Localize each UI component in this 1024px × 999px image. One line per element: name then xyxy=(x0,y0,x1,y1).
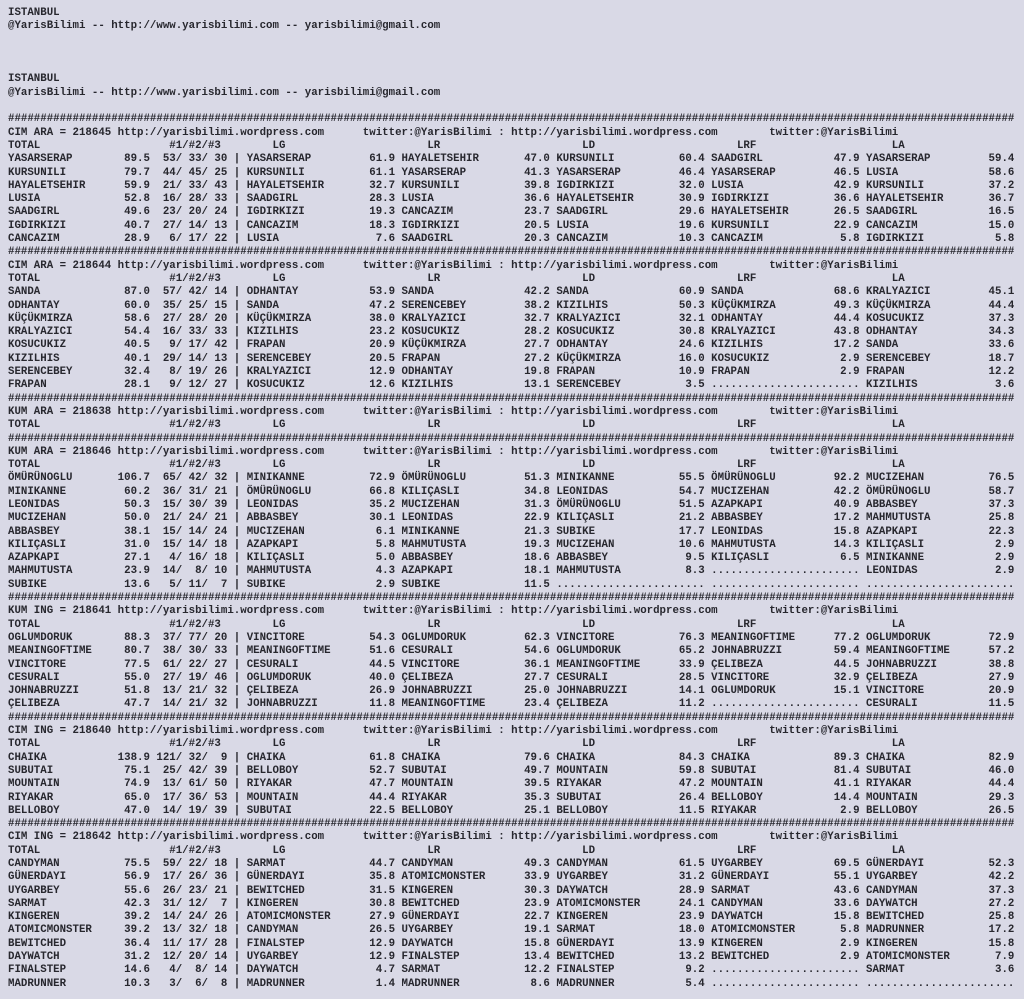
data-row: FINALSTEP 14.6 4/ 8/ 14 | DAYWATCH 4.7 SARMAT 12.2 FINALSTEP 9.2 ....................... SARMAT 3.6 xyxy=(8,964,1015,977)
section-separator: ############################################################################################################################################################ xyxy=(8,592,1015,605)
data-row: ÖMÜRÜNOGLU 106.7 65/ 42/ 32 | MINIKANNE 72.9 ÖMÜRÜNOGLU 51.3 MINIKANNE 55.5 ÖMÜRÜNOGLU 92.2 MUCIZEHAN 76.5 xyxy=(8,472,1015,485)
data-row: SAADGIRL 49.6 23/ 20/ 24 | IGDIRKIZI 19.3 CANCAZIM 23.7 SAADGIRL 29.6 HAYALETSEHIR 26.5 SAADGIRL 16.5 xyxy=(8,206,1015,219)
data-row: SUBIKE 13.6 5/ 11/ 7 | SUBIKE 2.9 SUBIKE 11.5 ....................... ....................... ....................... xyxy=(8,578,1015,591)
blank-line xyxy=(8,34,1024,47)
data-row: MAHMUTUSTA 23.9 14/ 8/ 10 | MAHMUTUSTA 4.3 AZAPKAPI 18.1 MAHMUTUSTA 8.3 ....................... LEONIDAS 2.9 xyxy=(8,565,1015,578)
race-section-header-218644: CIM ARA = 218644 http://yarisbilimi.wordpress.com twitter:@YarisBilimi : http://yarisbilimi.wordpress.com twitter:@YarisBilimi xyxy=(8,259,899,272)
data-row: SARMAT 42.3 31/ 12/ 7 | KINGEREN 30.8 BEWITCHED 23.9 ATOMICMONSTER 24.1 CANDYMAN 33.6 DAYWATCH 27.2 xyxy=(8,897,1015,910)
column-header-row: TOTAL #1/#2/#3 LG LR LD LRF LA xyxy=(8,459,905,472)
data-row: ATOMICMONSTER 39.2 13/ 32/ 18 | CANDYMAN 26.5 UYGARBEY 19.1 SARMAT 18.0 ATOMICMONSTER 5.8 MADRUNNER 17.2 xyxy=(8,924,1015,937)
data-row: ÇELIBEZA 47.7 14/ 21/ 32 | JOHNABRUZZI 11.8 MEANINGOFTIME 23.4 ÇELIBEZA 11.2 ....................... CESURALI 11.5 xyxy=(8,698,1015,711)
data-row: CESURALI 55.0 27/ 19/ 46 | OGLUMDORUK 40.0 ÇELIBEZA 27.7 CESURALI 28.5 VINCITORE 32.9 ÇELIBEZA 27.9 xyxy=(8,671,1015,684)
data-row: KOSUCUKIZ 40.5 9/ 17/ 42 | FRAPAN 20.9 KÜÇÜKMIRZA 27.7 ODHANTAY 24.6 KIZILHIS 17.2 SANDA 33.6 xyxy=(8,339,1015,352)
data-row: BEWITCHED 36.4 11/ 17/ 28 | FINALSTEP 12.9 DAYWATCH 15.8 GÜNERDAYI 13.9 KINGEREN 2.9 KINGEREN 15.8 xyxy=(8,937,1015,950)
column-header-row: TOTAL #1/#2/#3 LG LR LD LRF LA xyxy=(8,139,905,152)
blank-line xyxy=(8,100,1024,113)
section-separator: ############################################################################################################################################################ xyxy=(8,711,1015,724)
preamble-contact: @YarisBilimi -- http://www.yarisbilimi.com -- yarisbilimi@gmail.com xyxy=(8,86,441,99)
data-row: UYGARBEY 55.6 26/ 23/ 21 | BEWITCHED 31.5 KINGEREN 30.3 DAYWATCH 28.9 SARMAT 43.6 CANDYMAN 37.3 xyxy=(8,884,1015,897)
data-row: MOUNTAIN 74.9 13/ 61/ 50 | RIYAKAR 47.7 MOUNTAIN 39.5 RIYAKAR 47.2 MOUNTAIN 41.1 RIYAKAR 44.4 xyxy=(8,778,1015,791)
data-row: BELLOBOY 47.0 14/ 19/ 39 | SUBUTAI 22.5 BELLOBOY 25.1 BELLOBOY 11.5 RIYAKAR 2.9 BELLOBOY 26.5 xyxy=(8,804,1015,817)
race-section-header-218646: KUM ARA = 218646 http://yarisbilimi.wordpress.com twitter:@YarisBilimi : http://yarisbilimi.wordpress.com twitter:@YarisBilimi xyxy=(8,445,899,458)
column-header-row: TOTAL #1/#2/#3 LG LR LD LRF LA xyxy=(8,419,905,432)
race-section-header-218645: CIM ARA = 218645 http://yarisbilimi.wordpress.com twitter:@YarisBilimi : http://yarisbilimi.wordpress.com twitter:@YarisBilimi xyxy=(8,126,899,139)
race-section-header-218638: KUM ARA = 218638 http://yarisbilimi.wordpress.com twitter:@YarisBilimi : http://yarisbilimi.wordpress.com twitter:@YarisBilimi xyxy=(8,405,899,418)
data-row: IGDIRKIZI 40.7 27/ 14/ 13 | CANCAZIM 18.3 IGDIRKIZI 20.5 LUSIA 19.6 KURSUNILI 22.9 CANCAZIM 15.0 xyxy=(8,219,1015,232)
data-row: AZAPKAPI 27.1 4/ 16/ 18 | KILIÇASLI 5.0 ABBASBEY 18.6 ABBASBEY 9.5 KILIÇASLI 6.5 MINIKANNE 2.9 xyxy=(8,552,1015,565)
section-separator: ############################################################################################################################################################ xyxy=(8,392,1015,405)
column-header-row: TOTAL #1/#2/#3 LG LR LD LRF LA xyxy=(8,738,905,751)
race-section-header-218641: KUM ING = 218641 http://yarisbilimi.wordpress.com twitter:@YarisBilimi : http://yarisbilimi.wordpress.com twitter:@YarisBilimi xyxy=(8,605,899,618)
data-row: SUBUTAI 75.1 25/ 42/ 39 | BELLOBOY 52.7 SUBUTAI 49.7 MOUNTAIN 59.8 SUBUTAI 81.4 SUBUTAI 46.0 xyxy=(8,764,1015,777)
column-header-row: TOTAL #1/#2/#3 LG LR LD LRF LA xyxy=(8,844,905,857)
data-row: OGLUMDORUK 88.3 37/ 77/ 20 | VINCITORE 54.3 OGLUMDORUK 62.3 VINCITORE 76.3 MEANINGOFTIME 77.2 OGLUMDORUK 72.9 xyxy=(8,631,1015,644)
column-header-row: TOTAL #1/#2/#3 LG LR LD LRF LA xyxy=(8,272,905,285)
data-row: KINGEREN 39.2 14/ 24/ 26 | ATOMICMONSTER 27.9 GÜNERDAYI 22.7 KINGEREN 23.9 DAYWATCH 15.8 BEWITCHED 25.8 xyxy=(8,911,1015,924)
preamble-contact: @YarisBilimi -- http://www.yarisbilimi.com -- yarisbilimi@gmail.com xyxy=(8,20,441,33)
preamble-title: ISTANBUL xyxy=(8,73,60,86)
data-row: MADRUNNER 10.3 3/ 6/ 8 | MADRUNNER 1.4 MADRUNNER 8.6 MADRUNNER 5.4 ....................... ....................... xyxy=(8,977,1015,990)
section-separator: ############################################################################################################################################################ xyxy=(8,113,1015,126)
data-row: KÜÇÜKMIRZA 58.6 27/ 28/ 20 | KÜÇÜKMIRZA 38.0 KRALYAZICI 32.7 KRALYAZICI 32.1 ODHANTAY 44.4 KOSUCUKIZ 37.3 xyxy=(8,312,1015,325)
data-row: LEONIDAS 50.3 15/ 30/ 39 | LEONIDAS 35.2 MUCIZEHAN 31.3 ÖMÜRÜNOGLU 51.5 AZAPKAPI 40.9 ABBASBEY 37.3 xyxy=(8,498,1015,511)
data-row: ABBASBEY 38.1 15/ 14/ 24 | MUCIZEHAN 6.1 MINIKANNE 21.3 SUBIKE 17.7 LEONIDAS 15.8 AZAPKAPI 22.3 xyxy=(8,525,1015,538)
data-row: CANCAZIM 28.9 6/ 17/ 22 | LUSIA 7.6 SAADGIRL 20.3 CANCAZIM 10.3 CANCAZIM 5.8 IGDIRKIZI 5.8 xyxy=(8,233,1015,246)
section-separator: ############################################################################################################################################################ xyxy=(8,432,1015,445)
data-row: YASARSERAP 89.5 53/ 33/ 30 | YASARSERAP 61.9 HAYALETSEHIR 47.0 KURSUNILI 60.4 SAADGIRL 47.9 YASARSERAP 59.4 xyxy=(8,153,1015,166)
data-row: VINCITORE 77.5 61/ 22/ 27 | CESURALI 44.5 VINCITORE 36.1 MEANINGOFTIME 33.9 ÇELIBEZA 44.5 JOHNABRUZZI 38.8 xyxy=(8,658,1015,671)
data-row: LUSIA 52.8 16/ 28/ 33 | SAADGIRL 28.3 LUSIA 36.6 HAYALETSEHIR 30.9 IGDIRKIZI 36.6 HAYALETSEHIR 36.7 xyxy=(8,193,1015,206)
blank-line xyxy=(8,47,1024,60)
data-row: SERENCEBEY 32.4 8/ 19/ 26 | KRALYAZICI 12.9 ODHANTAY 19.8 FRAPAN 10.9 FRAPAN 2.9 FRAPAN 12.2 xyxy=(8,366,1015,379)
column-header-row: TOTAL #1/#2/#3 LG LR LD LRF LA xyxy=(8,618,905,631)
data-row: JOHNABRUZZI 51.8 13/ 21/ 32 | ÇELIBEZA 26.9 JOHNABRUZZI 25.0 JOHNABRUZZI 14.1 OGLUMDORUK 15.1 VINCITORE 20.9 xyxy=(8,685,1015,698)
data-row: RIYAKAR 65.0 17/ 36/ 53 | MOUNTAIN 44.4 RIYAKAR 35.3 SUBUTAI 26.4 BELLOBOY 14.4 MOUNTAIN 29.3 xyxy=(8,791,1015,804)
data-row: GÜNERDAYI 56.9 17/ 26/ 36 | GÜNERDAYI 35.8 ATOMICMONSTER 33.9 UYGARBEY 31.2 GÜNERDAYI 55.1 UYGARBEY 42.2 xyxy=(8,871,1015,884)
data-row: FRAPAN 28.1 9/ 12/ 27 | KOSUCUKIZ 12.6 KIZILHIS 13.1 SERENCEBEY 3.5 ....................... KIZILHIS 3.6 xyxy=(8,379,1015,392)
data-row: DAYWATCH 31.2 12/ 20/ 14 | UYGARBEY 12.9 FINALSTEP 13.4 BEWITCHED 13.2 BEWITCHED 2.9 ATOMICMONSTER 7.9 xyxy=(8,951,1015,964)
section-separator: ############################################################################################################################################################ xyxy=(8,246,1015,259)
data-row: KURSUNILI 79.7 44/ 45/ 25 | KURSUNILI 61.1 YASARSERAP 41.3 YASARSERAP 46.4 YASARSERAP 46.5 LUSIA 58.6 xyxy=(8,166,1015,179)
data-row: KRALYAZICI 54.4 16/ 33/ 33 | KIZILHIS 23.2 KOSUCUKIZ 28.2 KOSUCUKIZ 30.8 KRALYAZICI 43.8 ODHANTAY 34.3 xyxy=(8,326,1015,339)
data-row: HAYALETSEHIR 59.9 21/ 33/ 43 | HAYALETSEHIR 32.7 KURSUNILI 39.8 IGDIRKIZI 32.0 LUSIA 42.9 KURSUNILI 37.2 xyxy=(8,179,1015,192)
data-row: KILIÇASLI 31.0 15/ 14/ 18 | AZAPKAPI 5.8 MAHMUTUSTA 19.3 MUCIZEHAN 10.6 MAHMUTUSTA 14.3 KILIÇASLI 2.9 xyxy=(8,538,1015,551)
data-row: SANDA 87.0 57/ 42/ 14 | ODHANTAY 53.9 SANDA 42.2 SANDA 60.9 SANDA 68.6 KRALYAZICI 45.1 xyxy=(8,286,1015,299)
section-separator: ############################################################################################################################################################ xyxy=(8,818,1015,831)
race-section-header-218640: CIM ING = 218640 http://yarisbilimi.wordpress.com twitter:@YarisBilimi : http://yarisbilimi.wordpress.com twitter:@YarisBilimi xyxy=(8,725,899,738)
data-row: CANDYMAN 75.5 59/ 22/ 18 | SARMAT 44.7 CANDYMAN 49.3 CANDYMAN 61.5 UYGARBEY 69.5 GÜNERDAYI 52.3 xyxy=(8,858,1015,870)
data-row: MINIKANNE 60.2 36/ 31/ 21 | ÖMÜRÜNOGLU 66.8 KILIÇASLI 34.8 LEONIDAS 54.7 MUCIZEHAN 42.2 ÖMÜRÜNOGLU 58.7 xyxy=(8,485,1015,498)
data-row: MUCIZEHAN 50.0 21/ 24/ 21 | ABBASBEY 30.1 LEONIDAS 22.9 KILIÇASLI 21.2 ABBASBEY 17.2 MAHMUTUSTA 25.8 xyxy=(8,512,1015,525)
data-row: CHAIKA 138.9 121/ 32/ 9 | CHAIKA 61.8 CHAIKA 79.6 CHAIKA 84.3 CHAIKA 89.3 CHAIKA 82.9 xyxy=(8,751,1015,764)
data-row: MEANINGOFTIME 80.7 38/ 30/ 33 | MEANINGOFTIME 51.6 CESURALI 54.6 OGLUMDORUK 65.2 JOHNABRUZZI 59.4 MEANINGOFTIME 57.2 xyxy=(8,645,1015,658)
preamble-title: ISTANBUL xyxy=(8,7,60,19)
data-row: ODHANTAY 60.0 35/ 25/ 15 | SANDA 47.2 SERENCEBEY 38.2 KIZILHIS 50.3 KÜÇÜKMIRZA 49.3 KÜÇÜKMIRZA 44.4 xyxy=(8,299,1015,312)
race-section-header-218642: CIM ING = 218642 http://yarisbilimi.wordpress.com twitter:@YarisBilimi : http://yarisbilimi.wordpress.com twitter:@YarisBilimi xyxy=(8,831,899,844)
data-row: KIZILHIS 40.1 29/ 14/ 13 | SERENCEBEY 20.5 FRAPAN 27.2 KÜÇÜKMIRZA 16.0 KOSUCUKIZ 2.9 SERENCEBEY 18.7 xyxy=(8,352,1015,365)
blank-line xyxy=(8,60,1024,73)
